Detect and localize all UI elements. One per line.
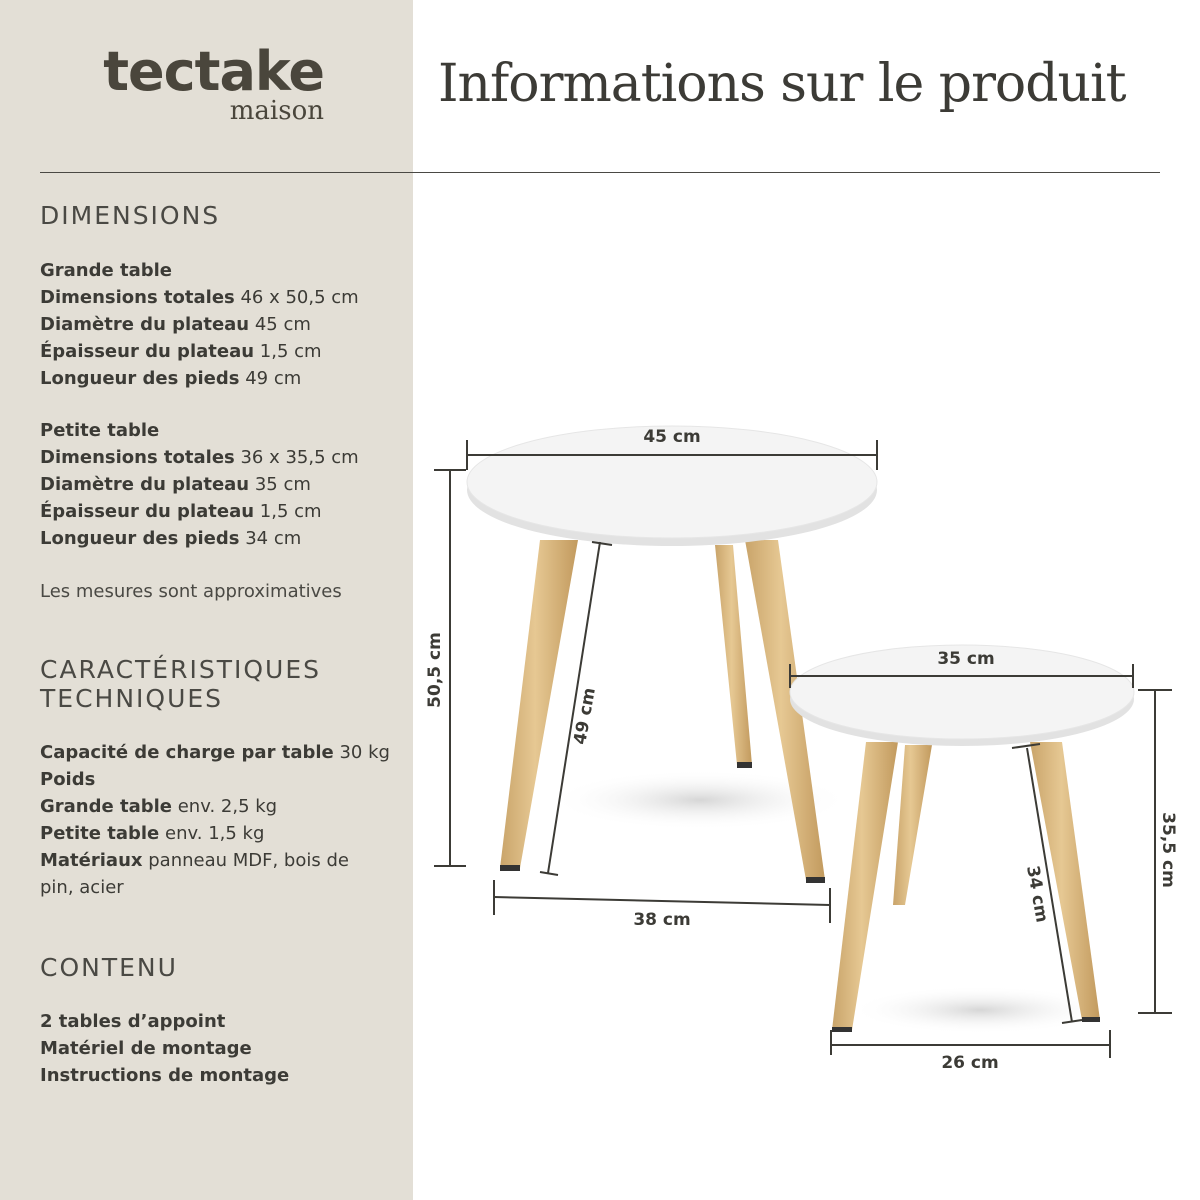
spec-row: [40, 498, 400, 525]
spec-row: [40, 311, 400, 338]
spec-value: panneau MDF, bois de pin, acier: [40, 850, 349, 898]
spec-row: [40, 471, 400, 498]
specs-heading: [40, 655, 321, 713]
dim-small-height: 35,5 cm: [1158, 812, 1178, 888]
list-item: Matériel de montage: [40, 1038, 252, 1059]
leg-foot: [737, 762, 752, 768]
spec-label: Longueur des pieds: [40, 368, 240, 389]
page-title: Informations sur le produit: [438, 54, 1126, 114]
dim-small-base: 26 cm: [941, 1053, 999, 1073]
spec-label: Épaisseur du plateau: [40, 501, 255, 522]
spec-value: 36 x 35,5 cm: [240, 447, 359, 468]
spec-value: 34 cm: [245, 528, 302, 549]
spec-row: [40, 525, 400, 552]
specs-heading-line2: TECHNIQUES: [40, 684, 224, 713]
spec-row: [40, 444, 400, 471]
small-table-specs: [40, 417, 400, 552]
spec-row: [40, 847, 385, 901]
spec-label: Matériaux: [40, 850, 143, 871]
product-dimension-diagram: [420, 400, 1180, 1080]
brand-logo: [92, 40, 324, 126]
list-item: 2 tables d’appoint: [40, 1011, 226, 1032]
spec-label: Grande table: [40, 796, 172, 817]
spec-value: 35 cm: [254, 474, 311, 495]
spec-row: [40, 793, 400, 820]
leg-foot: [832, 1027, 852, 1032]
dim-large-height: 50,5 cm: [425, 632, 445, 708]
spec-label: Diamètre du plateau: [40, 314, 250, 335]
technical-specs: [40, 739, 400, 901]
spec-value: 1,5 cm: [259, 501, 322, 522]
spec-value: 46 x 50,5 cm: [240, 287, 359, 308]
spec-label: Poids: [40, 769, 96, 790]
spec-row: [40, 365, 400, 392]
dim-large-top: 45 cm: [643, 427, 701, 447]
small-table-title: Petite table: [40, 420, 160, 441]
header-divider: [40, 172, 1160, 173]
dimensions-heading: DIMENSIONS: [40, 201, 221, 230]
dim-large-leg: 49 cm: [570, 686, 600, 747]
spec-row: [40, 766, 400, 793]
spec-row: [40, 739, 400, 766]
leg-foot: [1082, 1017, 1100, 1022]
dim-large-base: 38 cm: [633, 910, 691, 930]
spec-label: Épaisseur du plateau: [40, 341, 255, 362]
table-leg: [832, 742, 898, 1030]
leg-foot: [500, 865, 520, 871]
spec-label: Capacité de charge par table: [40, 742, 334, 763]
spec-label: Petite table: [40, 823, 160, 844]
spec-row: [40, 284, 400, 311]
measurement-note: Les mesures sont approximatives: [40, 581, 342, 602]
large-table-title: Grande table: [40, 260, 172, 281]
spec-label: Dimensions totales: [40, 447, 235, 468]
dim-small-leg: 34 cm: [1022, 864, 1052, 925]
brand-subtitle: maison: [229, 96, 324, 126]
dim-small-top: 35 cm: [937, 649, 995, 669]
spec-value: env. 1,5 kg: [165, 823, 265, 844]
specs-heading-line1: CARACTÉRISTIQUES: [40, 655, 321, 684]
contents-heading: CONTENU: [40, 953, 178, 982]
spec-value: env. 2,5 kg: [177, 796, 278, 817]
spec-value: 30 kg: [339, 742, 390, 763]
leg-foot: [806, 877, 825, 883]
table-leg: [500, 540, 578, 868]
large-table-specs: [40, 257, 400, 392]
brand-name: tectake: [103, 40, 324, 103]
spec-label: Longueur des pieds: [40, 528, 240, 549]
list-item: Instructions de montage: [40, 1065, 290, 1086]
spec-row: [40, 820, 400, 847]
spec-label: Dimensions totales: [40, 287, 235, 308]
contents-list: [40, 1008, 400, 1089]
spec-value: 1,5 cm: [259, 341, 322, 362]
spec-value: 45 cm: [254, 314, 311, 335]
spec-value: 49 cm: [245, 368, 302, 389]
small-table: [790, 645, 1134, 1032]
spec-row: [40, 338, 400, 365]
spec-label: Diamètre du plateau: [40, 474, 250, 495]
table-leg: [715, 545, 752, 765]
table-leg: [893, 745, 932, 905]
